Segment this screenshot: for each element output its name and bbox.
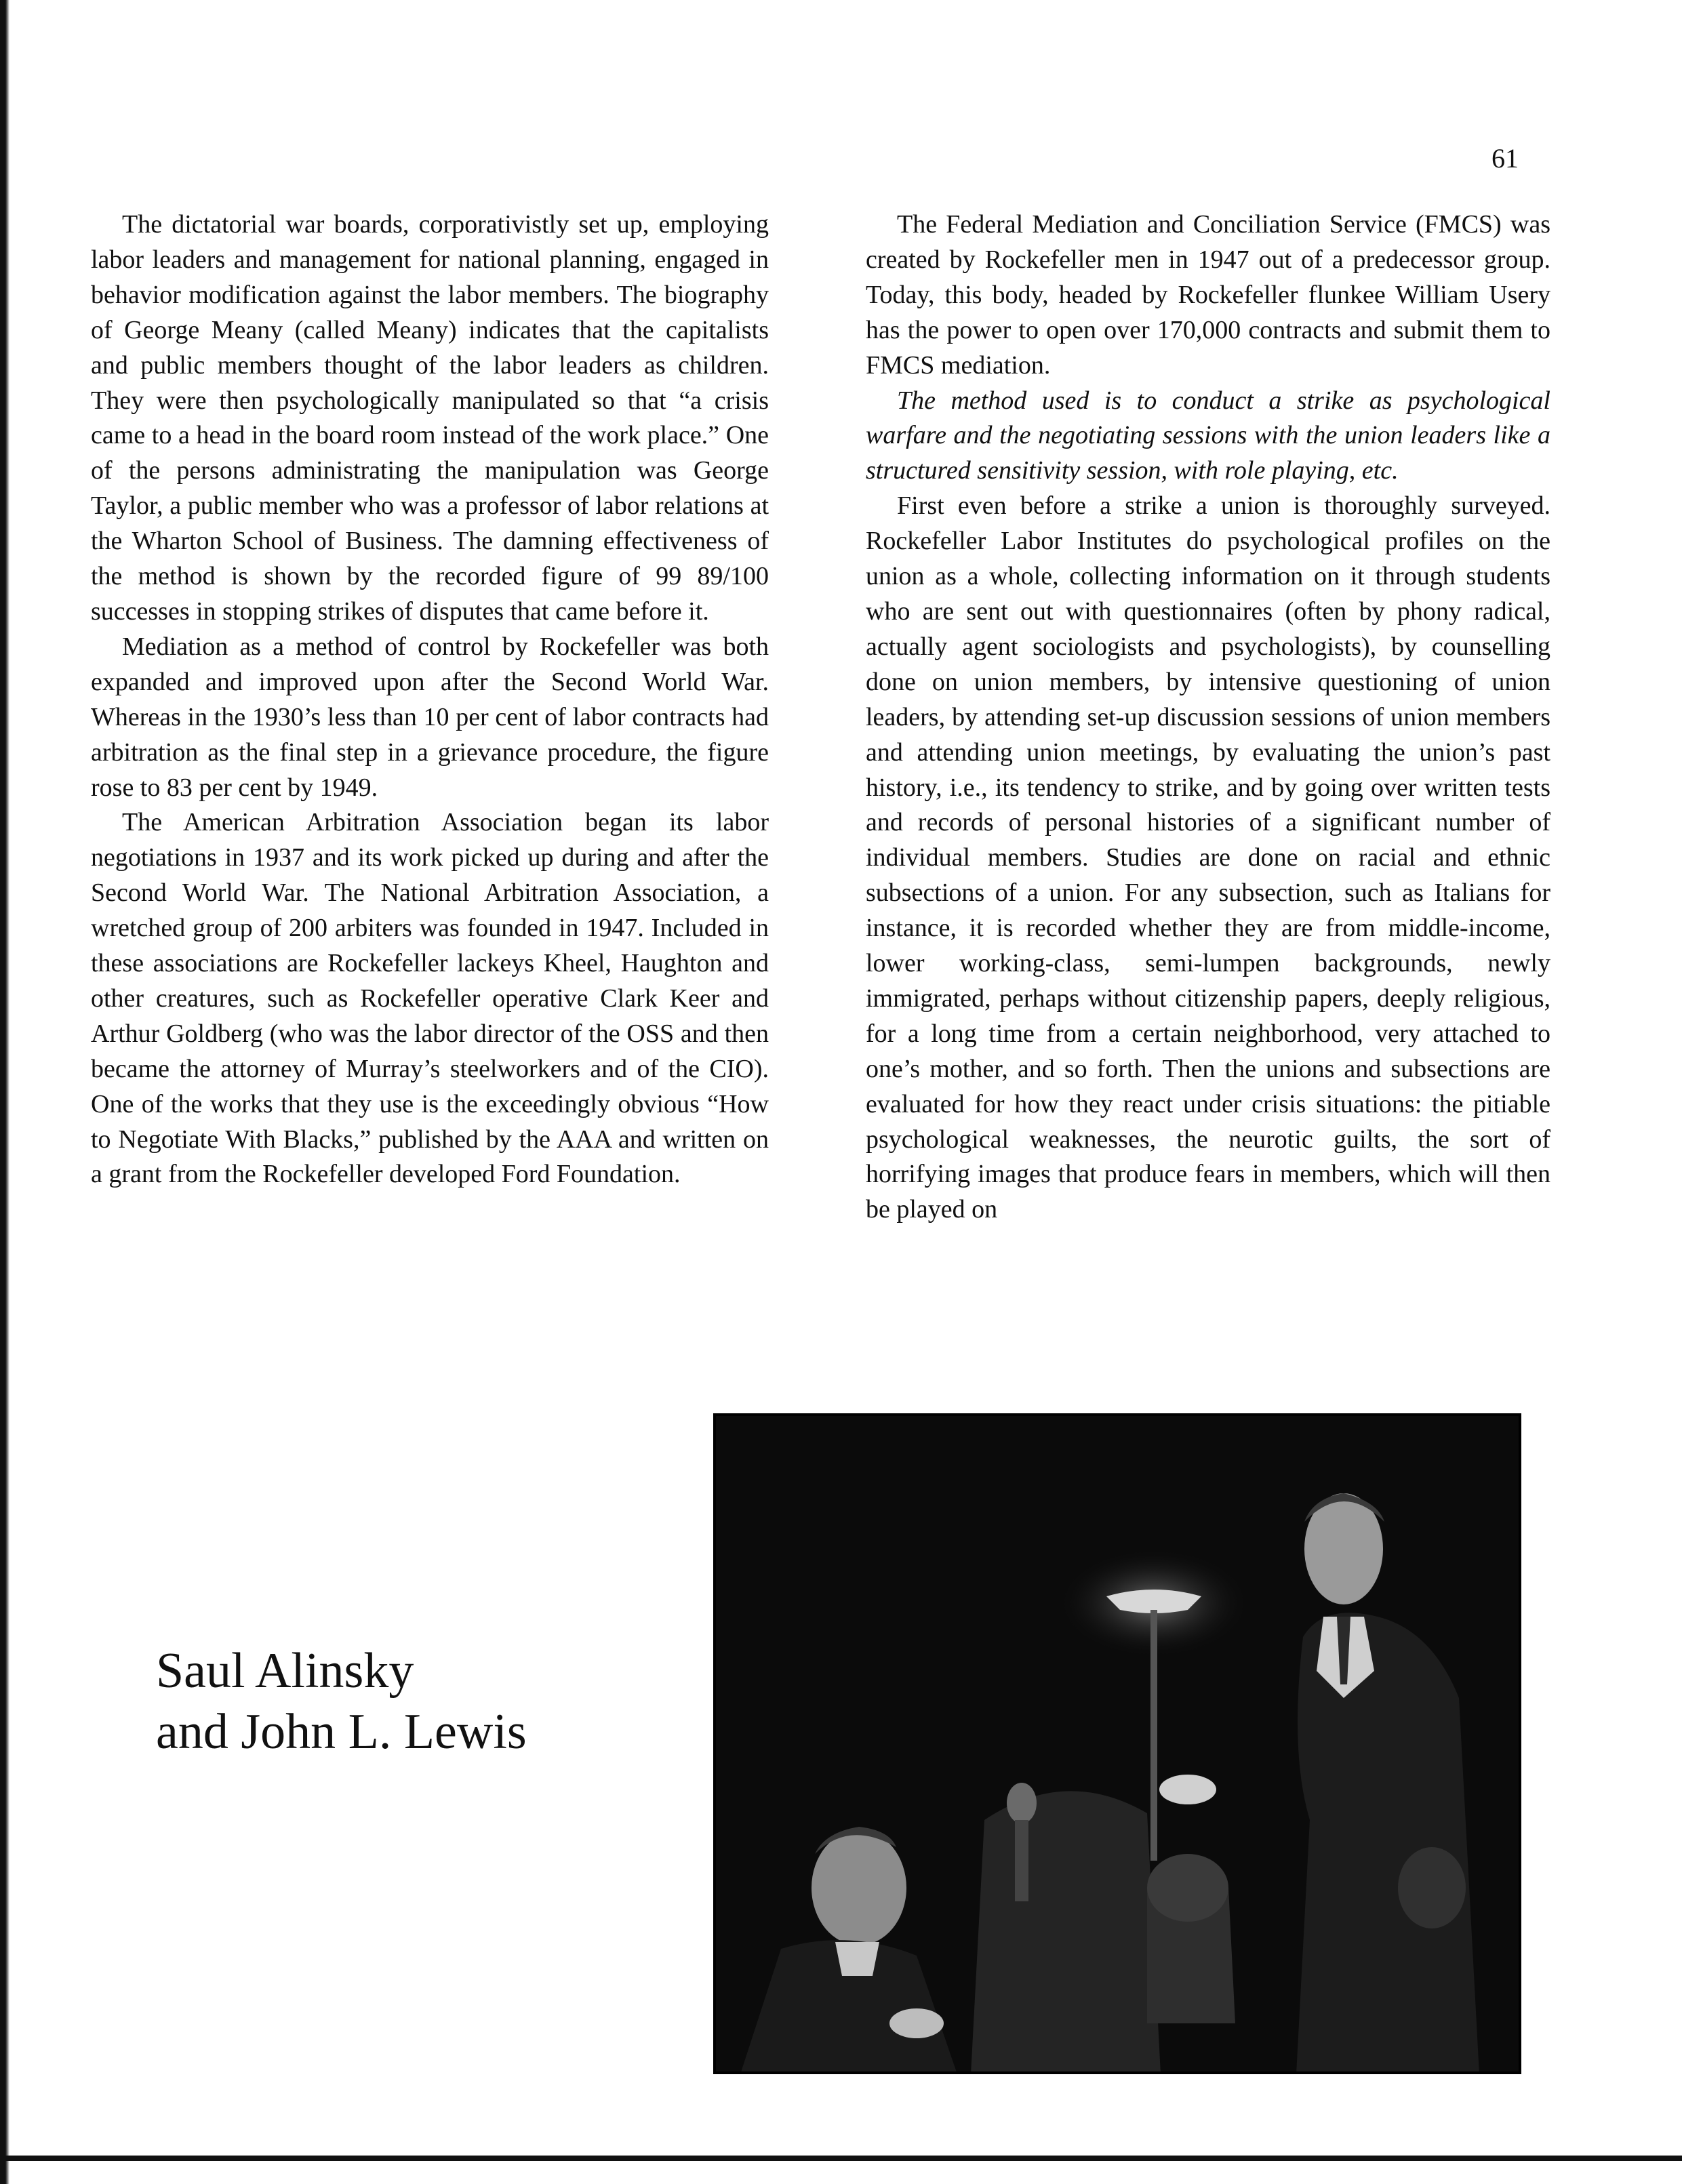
body-paragraph: Mediation as a method of control by Rockefeller was both expanded and improved upon after the Second World War. Whereas in the 1930’s less than 10 per cent of labor contracts had arbitration as the final step in a grievance procedure, the figure rose to 83 per cent by 1949. — [91, 632, 769, 802]
photograph-illustration — [713, 1413, 1521, 2074]
body-paragraph: The dictatorial war boards, corporativistly set up, employing labor leaders and management for national planning, engaged in behavior modification against the labor members. The biography of George Meany (called Meany) indicates that the capitalists and public members thought of the labor leaders as children. They were then psychologically manipulated so that “a crisis came to a head in the board room instead of the work place.” One of the persons administrating the manipulation was George Taylor, a public member who was a professor of labor relations at the Wharton School of Business. The damning effectiveness of the method is shown by the recorded figure of 99 89/100 successes in stopping strikes of disputes that came before it. — [91, 210, 769, 626]
bottom-edge-rule — [0, 2156, 1682, 2161]
photograph-two-men — [713, 1413, 1521, 2074]
right-text-column — [866, 207, 1550, 1228]
page-spine-edge — [0, 0, 9, 2184]
body-paragraph: The Federal Mediation and Conciliation Service (FMCS) was created by Rockefeller men in 1947 out of a predecessor group. Today, this body, headed by Rockefeller flunkee William Usery has the power to open over 170,000 contracts and submit them to FMCS mediation. — [866, 210, 1550, 380]
page-number: 61 — [1491, 143, 1519, 174]
body-paragraph: First even before a strike a union is thoroughly surveyed. Rockefeller Labor Institutes do psychological profiles on the union as a whole, collecting information on it through students who are sent out with questionnaires (often by phony radical, actually agent sociologists and psychologists), by counselling done on union members, by intensive questioning of union leaders, by attending set-up discussion sessions of union members and attending union meetings, by evaluating the union’s past history, i.e., its tendency to strike, and by going over written tests and records of personal histories of a significant number of individual members. Studies are done on racial and ethnic subsections of a union. For any subsection, such as Italians for instance, it is recorded whether they are from middle-income, lower working-class, semi-lumpen backgrounds, newly immigrated, perhaps without citizenship papers, deeply religious, for a long time from a certain neighborhood, very attached to one’s mother, and so forth. Then the unions and subsections are evaluated for how they react under crisis situations: the pitiable psychological weaknesses, the neurotic guilts, the sort of horrifying images that produce fears in members, which will then be played on — [866, 491, 1550, 1224]
left-text-column — [91, 207, 769, 1192]
caption-line: and John L. Lewis — [156, 1704, 527, 1760]
body-paragraph: The American Arbitration Association began its labor negotiations in 1937 and its work picked up during and after the Second World War. The National Arbitration Association, a wretched group of 200 arbiters was founded in 1947. Included in these associations are Rockefeller lackeys Kheel, Haughton and other creatures, such as Rockefeller operative Clark Keer and Arthur Goldberg (who was the labor director of the OSS and then became the attorney of Murray’s steelworkers and of the CIO). One of the works that they use is the exceedingly obvious “How to Negotiate With Blacks,” published by the AAA and written on a grant from the Rockefeller developed Ford Foundation. — [91, 808, 769, 1189]
italic-emphasis-paragraph: The method used is to conduct a strike as psychological warfare and the negotiating sessions with the union leaders like a structured sensitivity session, with role playing, etc. — [866, 386, 1550, 485]
photo-caption — [156, 1640, 527, 1762]
caption-line: Saul Alinsky — [156, 1643, 414, 1699]
